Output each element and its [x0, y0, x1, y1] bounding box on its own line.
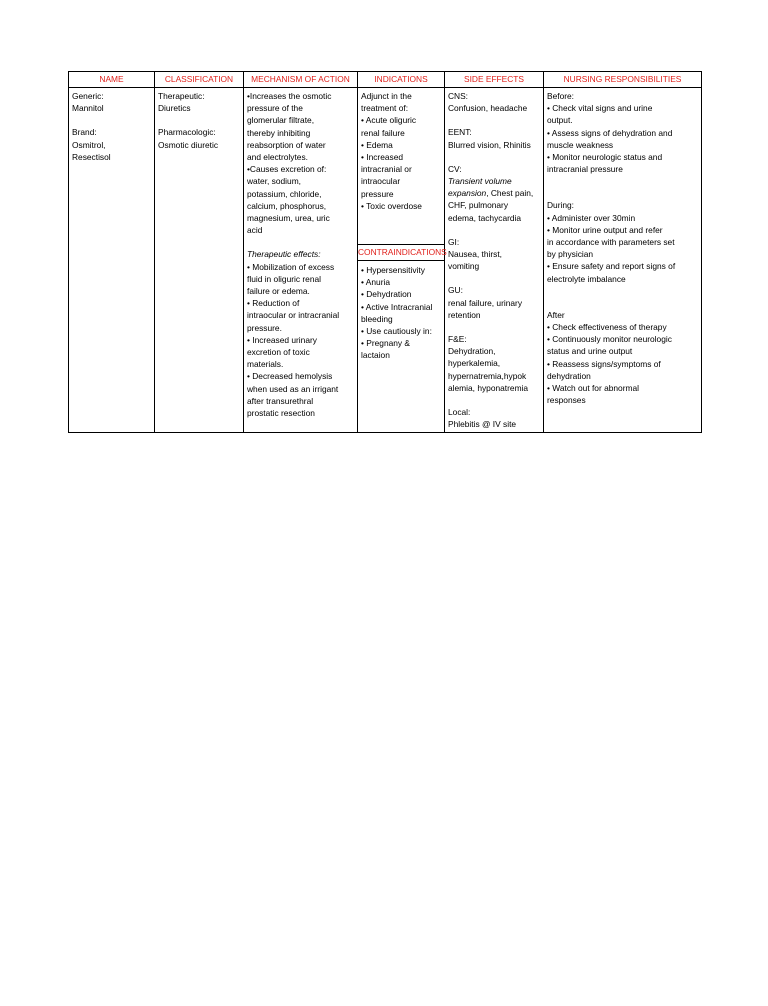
cv-line: CHF, pulmonary	[448, 200, 509, 211]
before-label: Before:	[547, 91, 575, 101]
eent-label: EENT:	[448, 127, 472, 138]
contraindications-header: CONTRAINDICATIONS	[358, 244, 444, 261]
cv-line: expansion, Chest pain,	[448, 188, 534, 199]
generic-label: Generic:	[72, 91, 104, 101]
gu-label: GU:	[448, 285, 463, 296]
during-label: During:	[547, 200, 574, 211]
therapeutic-effects-label: Therapeutic effects:	[247, 249, 321, 260]
brand-label: Brand:	[72, 127, 97, 138]
generic-value: Mannitol	[72, 103, 104, 114]
after-item: • Check effectiveness of therapy	[547, 322, 667, 333]
therapeutic-effect-line: when used as an irrigant	[247, 383, 339, 394]
therapeutic-effect-line: fluid in oliguric renal	[247, 273, 322, 284]
therapeutic-effect-line: intraocular or intracranial	[247, 310, 340, 321]
before-item: • Check vital signs and urine	[547, 103, 653, 114]
header-classification: CLASSIFICATION	[155, 72, 244, 88]
therapeutic-effect-line: • Increased urinary	[247, 334, 317, 345]
therapeutic-effect-line: failure or edema.	[247, 286, 310, 297]
gu-line: renal failure, urinary	[448, 297, 523, 308]
contraindications-list	[358, 261, 444, 365]
fe-label: F&E:	[448, 334, 467, 345]
mechanism-line: pressure of the	[247, 103, 303, 114]
fe-line: hyperkalemia,	[448, 358, 501, 369]
header-name: NAME	[69, 72, 155, 88]
gi-line: vomiting	[448, 261, 480, 272]
header-row	[69, 72, 702, 88]
drug-row	[69, 88, 702, 433]
mechanism-line: acid	[247, 225, 263, 236]
therapeutic-effect-line: • Mobilization of excess	[247, 261, 335, 272]
header-indications: INDICATIONS	[358, 72, 445, 88]
during-item: • Administer over 30min	[547, 212, 636, 223]
indications-cell	[358, 88, 445, 433]
after-item: • Watch out for abnormal	[547, 383, 639, 394]
before-item: • Monitor neurologic status and	[547, 152, 663, 163]
contraindication-line: bleeding	[361, 313, 393, 324]
indication-line: intraocular	[361, 176, 401, 187]
side-effects-cell	[445, 88, 544, 433]
mechanism-line: glomerular filtrate,	[247, 115, 315, 126]
after-item: • Continuously monitor neurologic	[547, 334, 672, 345]
mechanism-line: reabsorption of water	[247, 139, 326, 150]
contraindication-line: • Use cautiously in:	[361, 326, 432, 337]
indication-line: • Acute oliguric	[361, 115, 417, 126]
mechanism-line: magnesium, urea, uric	[247, 213, 330, 224]
indications-list	[358, 88, 444, 244]
after-label: After	[547, 309, 565, 320]
before-item: intracranial pressure	[547, 164, 623, 175]
therapeutic-effect-line: pressure.	[247, 322, 282, 333]
indication-line: renal failure	[361, 127, 405, 138]
after-item: • Reassess signs/symptoms of	[547, 358, 661, 369]
cns-label: CNS:	[448, 91, 469, 101]
therapeutic-value: Diuretics	[158, 103, 191, 114]
during-item: • Monitor urine output and refer	[547, 224, 663, 235]
after-item: dehydration	[547, 370, 591, 381]
cv-label: CV:	[448, 163, 462, 174]
fe-line: alemia, hyponatremia	[448, 382, 529, 393]
cv-italic: Transient volume	[448, 176, 512, 187]
indication-line: Adjunct in the	[361, 91, 412, 101]
during-item: by physician	[547, 249, 594, 260]
mechanism-line: water, sodium,	[247, 176, 301, 187]
contraindication-line: • Active Intracranial	[361, 301, 433, 312]
mechanism-line: potassium, chloride,	[247, 188, 322, 199]
pharmacologic-label: Pharmacologic:	[158, 127, 216, 138]
before-item: • Assess signs of dehydration and	[547, 127, 673, 138]
therapeutic-label: Therapeutic:	[158, 91, 205, 101]
therapeutic-effect-line: excretion of toxic	[247, 347, 310, 358]
header-nursing: NURSING RESPONSIBILITIES	[544, 72, 702, 88]
after-item: responses	[547, 395, 586, 406]
cv-line: edema, tachycardia	[448, 212, 522, 223]
therapeutic-effect-line: • Decreased hemolysis	[247, 371, 333, 382]
mechanism-line: calcium, phosphorus,	[247, 200, 327, 211]
classification-cell	[155, 88, 244, 433]
contraindication-line: • Hypersensitivity	[361, 265, 425, 275]
cns-value: Confusion, headache	[448, 103, 528, 114]
fe-line: Dehydration,	[448, 346, 496, 357]
header-mechanism: MECHANISM OF ACTION	[244, 72, 358, 88]
local-value: Phlebitis @ IV site	[448, 419, 517, 430]
after-item: status and urine output	[547, 346, 633, 357]
name-cell	[69, 88, 155, 433]
eent-value: Blurred vision, Rhinitis	[448, 139, 531, 150]
before-item: output.	[547, 115, 573, 126]
drug-study-table	[68, 71, 702, 433]
mechanism-line: and electrolytes.	[247, 152, 308, 163]
during-item: electrolyte imbalance	[547, 273, 626, 284]
mechanism-line: •Causes excretion of:	[247, 164, 327, 175]
indication-line: • Edema	[361, 139, 393, 150]
mechanism-line: •Increases the osmotic	[247, 91, 332, 101]
brand-value: Osmitrol,	[72, 139, 106, 150]
pharmacologic-value: Osmotic diuretic	[158, 139, 219, 150]
indication-line: pressure	[361, 188, 394, 199]
indication-line: treatment of:	[361, 103, 409, 114]
during-item: in accordance with parameters set	[547, 237, 675, 248]
during-item: • Ensure safety and report signs of	[547, 261, 676, 272]
gi-label: GI:	[448, 236, 460, 247]
contraindication-line: • Pregnany &	[361, 338, 411, 349]
therapeutic-effect-line: materials.	[247, 359, 284, 370]
mechanism-cell	[244, 88, 358, 433]
gi-line: Nausea, thirst,	[448, 249, 502, 260]
contraindication-line: • Dehydration	[361, 289, 412, 300]
indication-line: intracranial or	[361, 164, 412, 175]
contraindication-line: lactaion	[361, 350, 390, 361]
therapeutic-effect-line: • Reduction of	[247, 298, 300, 309]
mechanism-line: thereby inhibiting	[247, 127, 311, 138]
before-item: muscle weakness	[547, 139, 614, 150]
brand-value: Resectisol	[72, 151, 111, 162]
gu-line: retention	[448, 309, 481, 320]
indication-line: • Toxic overdose	[361, 200, 422, 211]
therapeutic-effect-line: prostatic resection	[247, 408, 315, 419]
indication-line: • Increased	[361, 152, 404, 163]
header-side-effects: SIDE EFFECTS	[445, 72, 544, 88]
local-label: Local:	[448, 407, 471, 418]
therapeutic-effect-line: after transurethral	[247, 395, 314, 406]
fe-line: hypernatremia,hypok	[448, 370, 527, 381]
contraindication-line: • Anuria	[361, 277, 391, 288]
nursing-cell	[544, 88, 702, 433]
